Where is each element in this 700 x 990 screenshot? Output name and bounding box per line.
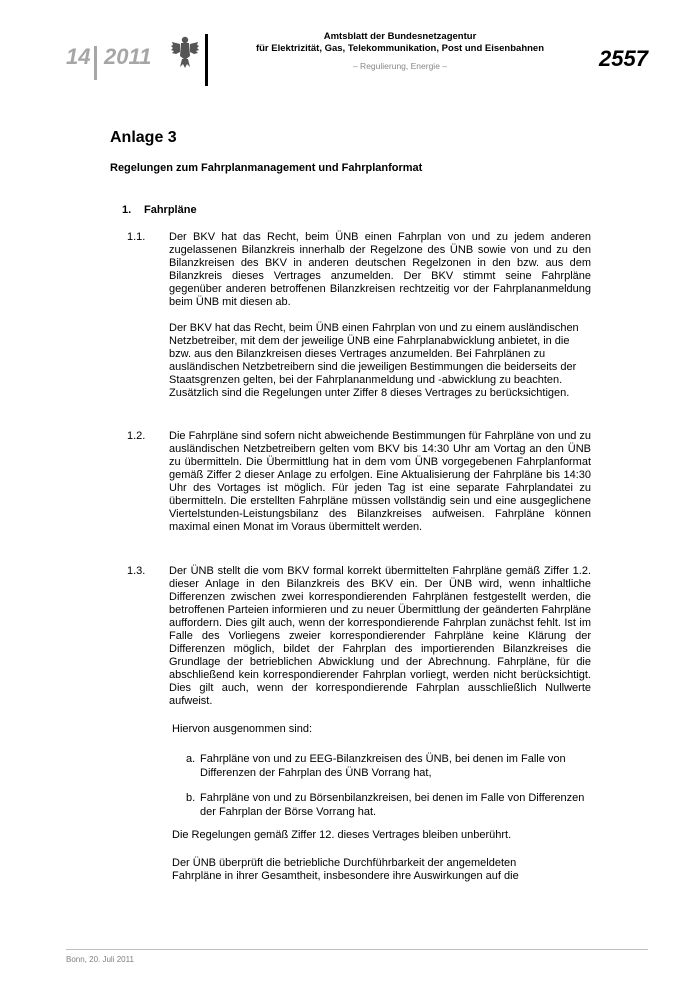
item-1-1-paragraph-2: Der BKV hat das Recht, beim ÜNB einen Fahrplan von und zu einem ausländischen Netzbetreiber, mit dem der jeweilige ÜNB eine Fahrplanabwicklung anbietet, in die bzw. aus den Bilanzkreisen dieses Vertrages anzumelden. Bei Fahrplänen zu ausländischen Netzbetreibern sind die jeweiligen Bestimmungen die beiderseits der Staatsgrenzen gelten, bei der Fahrplananmeldung und -abwicklung zu beachten. Zusätzlich sind die Regelungen unter Ziffer 8 dieses Vertrages zu berücksichtigen. xyxy=(169,322,579,399)
item-number-1-2: 1.2. xyxy=(127,430,146,442)
exception-a-text: Fahrpläne von und zu EEG-Bilanzkreisen des ÜNB, bei denen im Falle von Differenzen der Fahrplan des ÜNB Vorrang hat, xyxy=(200,753,566,779)
item-number-1-3: 1.3. xyxy=(127,565,146,577)
exception-b-text: Fahrpläne von und zu Börsenbilanzkreisen, bei denen im Falle von Differenzen der Fahrplan der Börse Vorrang hat. xyxy=(200,792,585,818)
page-number: 2557 xyxy=(599,46,648,71)
exception-a-label: a. xyxy=(186,753,196,765)
federal-eagle-icon xyxy=(170,34,200,70)
issue-year: 2011 xyxy=(104,44,152,69)
section-title: Fahrpläne xyxy=(144,204,197,216)
issue-separator xyxy=(94,46,97,80)
item-1-3-paragraph-1: Der ÜNB stellt die vom BKV formal korrekt übermittelten Fahrpläne gemäß Ziffer 1.2. dieser Anlage in den Bilanzkreis des BKV ein. Der ÜNB wird, wenn inhaltliche Differenzen zwischen zwei korrespondierenden Fahrplänen festgestellt werden, die betroffenen Parteien informieren und zu neuer Übermittlung der geänderten Fahrpläne auffordern. Dies gilt auch, wenn der korrespondierende Fahrplan zunächst fehlt. Ist im Falle des Vorliegens zweier korrespondierender Fahrpläne keine Klärung der Differenzen möglich, bildet der Fahrplan des importierenden Bilanzkreises die Grundlage der betrieblichen Abwicklung und der Abrechnung. Fahrpläne, für die abschließend kein korrespondierender Fahrplan vorliegt, werden nicht berücksichtigt. Dies gilt auch, wenn der korrespondierende Fahrplan ausschließlich Nullwerte aufweist. xyxy=(169,565,591,707)
item-number-1-1: 1.1. xyxy=(127,231,146,243)
exceptions-intro: Hiervon ausgenommen sind: xyxy=(172,723,313,735)
exception-item-a xyxy=(186,752,586,780)
item-1-2-paragraph-1: Die Fahrpläne sind sofern nicht abweichende Bestimmungen für Fahrpläne von und zu ausländischen Netzbetreibern gelten vom BKV bis 14:30 Uhr am Vortag an den ÜNB zu übermitteln. Die Übermittlung hat in dem vom ÜNB vorgegebenen Fahrplanformat gemäß Ziffer 2 dieser Anlage zu erfolgen. Eine Aktualisierung der Fahrpläne bis 14:30 Uhr des Vortages ist möglich. Für jeden Tag ist eine separate Fahrplandatei zu übermitteln. Die erstellten Fahrpläne müssen vollständig sein und eine ausgeglichene Viertelstunden-Leistungsbilanz des Bilanzkreises aufweisen. Fahrpläne können maximal einen Monat im Voraus übermittelt werden. xyxy=(169,430,591,533)
exception-item-b xyxy=(186,791,586,819)
annex-title: Anlage 3 xyxy=(110,129,177,146)
gazette-title-line2: für Elektrizität, Gas, Telekommunikation, Post und Eisenbahnen xyxy=(255,42,545,54)
gazette-title-line1: Amtsblatt der Bundesnetzagentur xyxy=(323,31,477,42)
exception-b-label: b. xyxy=(186,792,196,804)
item-1-1-paragraph-1: Der BKV hat das Recht, beim ÜNB einen Fahrplan von und zu jedem anderen zugelassenen Bilanzkreis innerhalb der Regelzone des ÜNB sowie von und zu den Bilanzkreisen des BKV in anderen deutschen Regelzonen in den bzw. aus dem Bilanzkreis dieses Vertrages anzumelden. Der BKV stimmt seine Fahrpläne gegenüber anderen betroffenen Bilanzkreisen rechtzeitig vor der Fahrplananmeldung beim ÜNB mit diesen ab. xyxy=(169,231,591,308)
footer-place-date: Bonn, 20. Juli 2011 xyxy=(66,955,134,964)
header-divider xyxy=(205,34,208,86)
gazette-subtitle: – Regulierung, Energie – xyxy=(352,61,448,71)
item-1-3-paragraph-3: Der ÜNB überprüft die betriebliche Durchführbarkeit der angemeldeten Fahrpläne in ihrer Gesamtheit, insbesondere ihre Auswirkungen auf die xyxy=(172,857,519,882)
item-1-3-paragraph-2: Die Regelungen gemäß Ziffer 12. dieses Vertrages bleiben unberührt. xyxy=(172,829,512,841)
gazette-title xyxy=(220,31,580,54)
footer-divider xyxy=(66,949,648,950)
annex-subtitle: Regelungen zum Fahrplanmanagement und Fahrplanformat xyxy=(110,162,423,174)
section-number: 1. xyxy=(122,204,132,216)
issue-number: 14 xyxy=(66,44,91,69)
